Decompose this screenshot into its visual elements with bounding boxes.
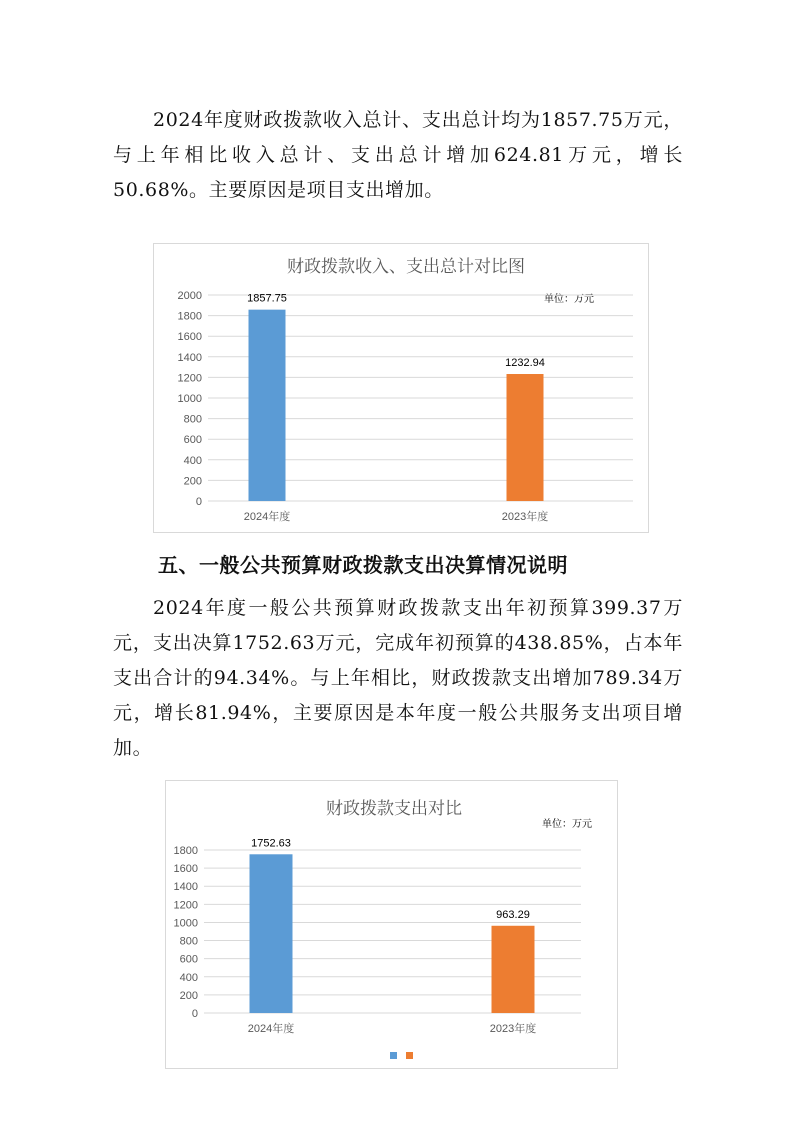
section-heading: 五、一般公共预算财政拨款支出决算情况说明 bbox=[158, 553, 568, 577]
y-tick-label: 400 bbox=[183, 454, 202, 467]
y-tick-label: 1600 bbox=[173, 863, 198, 876]
y-tick-label: 1200 bbox=[177, 372, 202, 385]
data-label: 1752.63 bbox=[251, 837, 291, 850]
chart-unit-label: 单位：万元 bbox=[544, 294, 594, 305]
y-tick-label: 0 bbox=[195, 496, 202, 508]
y-tick-label: 0 bbox=[191, 1008, 198, 1020]
y-tick-label: 600 bbox=[183, 434, 202, 447]
chart-unit-label: 单位：万元 bbox=[542, 819, 592, 830]
y-tick-label: 200 bbox=[179, 989, 198, 1002]
x-tick-label: 2023年度 bbox=[501, 511, 549, 523]
y-tick-label: 800 bbox=[179, 935, 198, 948]
y-tick-label: 400 bbox=[179, 971, 198, 984]
data-label: 1232.94 bbox=[505, 357, 545, 370]
y-tick-label: 800 bbox=[183, 413, 202, 426]
bar bbox=[507, 374, 544, 501]
y-tick-label: 1200 bbox=[173, 899, 198, 912]
y-tick-label: 1600 bbox=[177, 331, 202, 344]
chart-title: 财政拨款收入、支出总计对比图 bbox=[287, 257, 525, 276]
y-tick-label: 1000 bbox=[177, 393, 202, 405]
chart-expense-comparison-svg bbox=[166, 781, 617, 1068]
chart-title: 财政拨款支出对比 bbox=[326, 799, 462, 818]
x-tick-label: 2023年度 bbox=[489, 1023, 537, 1035]
paragraph-general-budget: 2024年度一般公共预算财政拨款支出年初预算399.37万元，支出决算1752.63万元，完成年初预算的438.85%，占本年支出合计的94.34%。与上年相比，财政拨款支出增加789.34万元，增长81.94%，主要原因是本年度一般公共服务支出项目增加。 bbox=[113, 597, 683, 759]
y-tick-label: 200 bbox=[183, 475, 202, 488]
chart-expense-comparison bbox=[165, 780, 618, 1069]
x-tick-label: 2024年度 bbox=[247, 1023, 295, 1035]
bar bbox=[492, 926, 535, 1013]
chart-income-expense-total-svg bbox=[154, 244, 648, 532]
y-tick-label: 600 bbox=[179, 953, 198, 966]
y-tick-label: 1400 bbox=[177, 351, 202, 364]
x-tick-label: 2024年度 bbox=[243, 511, 291, 523]
bar bbox=[250, 854, 293, 1013]
legend-swatch bbox=[390, 1052, 397, 1059]
y-tick-label: 1000 bbox=[173, 917, 198, 930]
data-label: 963.29 bbox=[496, 908, 530, 921]
data-label: 1857.75 bbox=[247, 292, 287, 305]
y-tick-label: 1800 bbox=[173, 845, 198, 857]
y-tick-label: 2000 bbox=[177, 290, 202, 302]
chart-income-expense-total bbox=[153, 243, 649, 533]
bar bbox=[249, 310, 286, 501]
legend-swatch bbox=[406, 1052, 413, 1059]
y-tick-label: 1400 bbox=[173, 881, 198, 894]
paragraph-income-expense-summary: 2024年度财政拨款收入总计、支出总计均为1857.75万元，与上年相比收入总计、支出总计增加624.81万元，增长50.68%。主要原因是项目支出增加。 bbox=[113, 109, 683, 201]
y-tick-label: 1800 bbox=[177, 310, 202, 323]
